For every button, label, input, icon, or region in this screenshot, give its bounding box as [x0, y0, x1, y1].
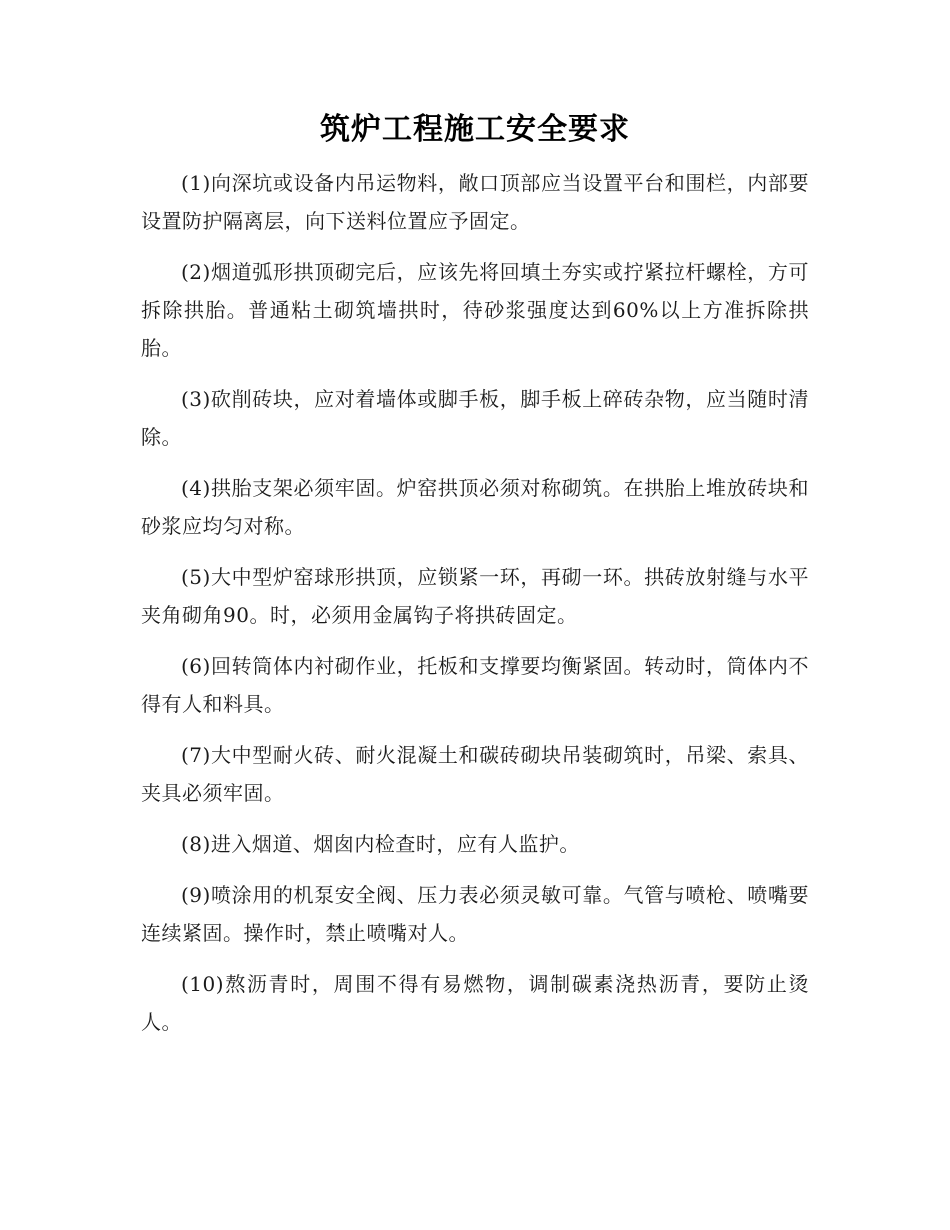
paragraph-1: (1)向深坑或设备内吊运物料，敞口顶部应当设置平台和围栏，内部要设置防护隔离层，向下送料位置应予固定。 — [141, 171, 809, 233]
document-body — [141, 164, 809, 1054]
paragraph-7: (7)大中型耐火砖、耐火混凝土和碳砖砌块吊装砌筑时，吊梁、索具、夹具必须牢固。 — [141, 743, 809, 805]
paragraph-8: (8)进入烟道、烟囱内检查时，应有人监护。 — [181, 832, 580, 856]
paragraph-2: (2)烟道弧形拱顶砌完后，应该先将回填土夯实或拧紧拉杆螺栓，方可拆除拱胎。普通粘土砌筑墙拱时，待砂浆强度达到60%以上方准拆除拱胎。 — [141, 260, 809, 360]
document-title: 筑炉工程施工安全要求 — [320, 112, 630, 147]
paragraph-10: (10)熬沥青时，周围不得有易燃物，调制碳素浇热沥青，要防止烫人。 — [141, 972, 809, 1034]
paragraph-5: (5)大中型炉窑球形拱顶，应锁紧一环，再砌一环。拱砖放射缝与水平夹角砌角90。时，必须用金属钩子将拱砖固定。 — [141, 565, 809, 627]
paragraph-9: (9)喷涂用的机泵安全阀、压力表必须灵敏可靠。气管与喷枪、喷嘴要连续紧固。操作时，禁止喷嘴对人。 — [141, 883, 809, 945]
paragraph-4: (4)拱胎支架必须牢固。炉窑拱顶必须对称砌筑。在拱胎上堆放砖块和砂浆应均匀对称。 — [141, 476, 809, 538]
paragraph-6: (6)回转筒体内衬砌作业，托板和支撑要均衡紧固。转动时，筒体内不得有人和料具。 — [141, 654, 809, 716]
paragraph-3: (3)砍削砖块，应对着墙体或脚手板，脚手板上碎砖杂物，应当随时清除。 — [141, 387, 809, 449]
